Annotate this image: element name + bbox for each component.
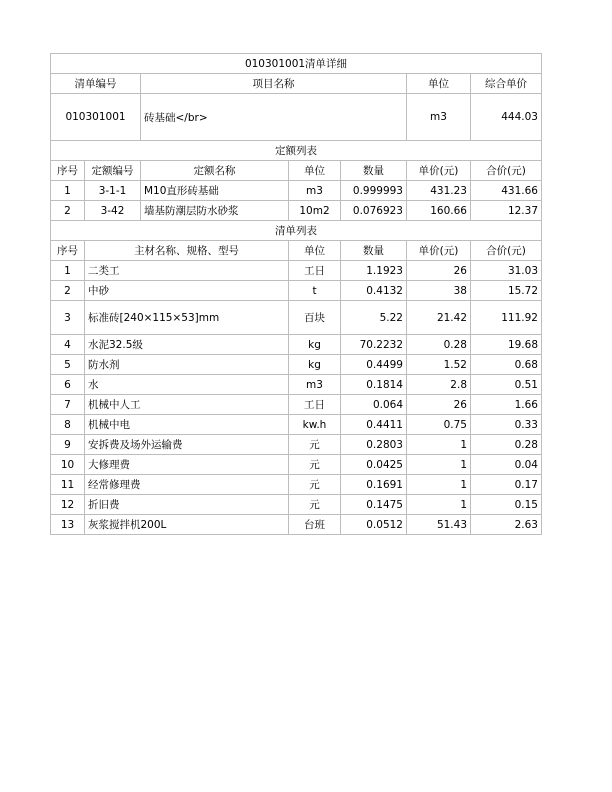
material-no: 10 (51, 455, 85, 475)
material-name: 灰浆搅拌机200L (85, 515, 289, 535)
quota-qty: 0.999993 (341, 181, 407, 201)
material-total: 0.15 (471, 495, 542, 515)
quota-price: 431.23 (407, 181, 471, 201)
material-unit: 工日 (289, 261, 341, 281)
material-total: 0.51 (471, 375, 542, 395)
material-no: 2 (51, 281, 85, 301)
material-unit: 百块 (289, 301, 341, 335)
quota-name: M10直形砖基础 (141, 181, 289, 201)
material-no: 13 (51, 515, 85, 535)
quota-header-unit: 单位 (289, 161, 341, 181)
material-qty: 0.1814 (341, 375, 407, 395)
material-name: 防水剂 (85, 355, 289, 375)
materials-row (51, 455, 542, 475)
material-qty: 0.0425 (341, 455, 407, 475)
sheet-title: 010301001清单详细 (51, 54, 542, 74)
material-total: 0.68 (471, 355, 542, 375)
materials-row (51, 375, 542, 395)
material-no: 6 (51, 375, 85, 395)
material-price: 2.8 (407, 375, 471, 395)
material-total: 2.63 (471, 515, 542, 535)
material-no: 1 (51, 261, 85, 281)
material-name: 机械中电 (85, 415, 289, 435)
quota-price: 160.66 (407, 201, 471, 221)
material-total: 0.04 (471, 455, 542, 475)
materials-section-title: 清单列表 (51, 221, 542, 241)
material-name: 机械中人工 (85, 395, 289, 415)
material-qty: 5.22 (341, 301, 407, 335)
material-qty: 0.4411 (341, 415, 407, 435)
material-qty: 0.0512 (341, 515, 407, 535)
material-unit: kw.h (289, 415, 341, 435)
materials-header-no: 序号 (51, 241, 85, 261)
materials-header-qty: 数量 (341, 241, 407, 261)
material-qty: 0.064 (341, 395, 407, 415)
bill-row (51, 94, 542, 141)
quota-no: 2 (51, 201, 85, 221)
material-total: 111.92 (471, 301, 542, 335)
material-price: 1 (407, 475, 471, 495)
quota-header-name: 定额名称 (141, 161, 289, 181)
bill-detail-table (50, 53, 542, 535)
material-price: 1 (407, 435, 471, 455)
quota-section-title: 定额列表 (51, 141, 542, 161)
quota-code: 3-42 (85, 201, 141, 221)
quota-header-no: 序号 (51, 161, 85, 181)
materials-section-row (51, 221, 542, 241)
quota-header-qty: 数量 (341, 161, 407, 181)
quota-unit: 10m2 (289, 201, 341, 221)
material-qty: 0.1691 (341, 475, 407, 495)
material-unit: t (289, 281, 341, 301)
bill-detail-sheet (50, 53, 541, 535)
materials-row (51, 515, 542, 535)
materials-row (51, 261, 542, 281)
materials-row (51, 355, 542, 375)
material-no: 12 (51, 495, 85, 515)
material-no: 3 (51, 301, 85, 335)
material-price: 1.52 (407, 355, 471, 375)
material-qty: 1.1923 (341, 261, 407, 281)
material-price: 0.75 (407, 415, 471, 435)
bill-name: 砖基础</br> (141, 94, 407, 141)
header-bill-code: 清单编号 (51, 74, 141, 94)
material-name: 二类工 (85, 261, 289, 281)
material-unit: 台班 (289, 515, 341, 535)
materials-header-row (51, 241, 542, 261)
quota-name: 墙基防潮层防水砂浆 (141, 201, 289, 221)
material-price: 51.43 (407, 515, 471, 535)
material-name: 标准砖[240×115×53]mm (85, 301, 289, 335)
material-unit: 元 (289, 495, 341, 515)
quota-header-total: 合价(元) (471, 161, 542, 181)
material-name: 经常修理费 (85, 475, 289, 495)
material-unit: 元 (289, 455, 341, 475)
material-price: 21.42 (407, 301, 471, 335)
material-name: 安拆费及场外运输费 (85, 435, 289, 455)
quota-header-code: 定额编号 (85, 161, 141, 181)
material-qty: 70.2232 (341, 335, 407, 355)
materials-row (51, 281, 542, 301)
bill-code: 010301001 (51, 94, 141, 141)
quota-qty: 0.076923 (341, 201, 407, 221)
material-name: 水泥32.5级 (85, 335, 289, 355)
materials-row (51, 301, 542, 335)
material-no: 8 (51, 415, 85, 435)
materials-row (51, 395, 542, 415)
material-unit: m3 (289, 375, 341, 395)
quota-total: 12.37 (471, 201, 542, 221)
material-name: 中砂 (85, 281, 289, 301)
bill-price: 444.03 (471, 94, 542, 141)
material-price: 1 (407, 495, 471, 515)
quota-total: 431.66 (471, 181, 542, 201)
material-total: 19.68 (471, 335, 542, 355)
materials-header-total: 合价(元) (471, 241, 542, 261)
quota-header-price: 单价(元) (407, 161, 471, 181)
materials-row (51, 335, 542, 355)
material-no: 4 (51, 335, 85, 355)
material-qty: 0.1475 (341, 495, 407, 515)
materials-row (51, 495, 542, 515)
quota-code: 3-1-1 (85, 181, 141, 201)
material-total: 0.17 (471, 475, 542, 495)
bill-header-row (51, 74, 542, 94)
quota-section-row (51, 141, 542, 161)
material-total: 0.33 (471, 415, 542, 435)
material-qty: 0.2803 (341, 435, 407, 455)
header-item-name: 项目名称 (141, 74, 407, 94)
material-total: 31.03 (471, 261, 542, 281)
header-unit: 单位 (407, 74, 471, 94)
material-total: 15.72 (471, 281, 542, 301)
quota-header-row (51, 161, 542, 181)
material-unit: 元 (289, 475, 341, 495)
material-unit: kg (289, 355, 341, 375)
material-price: 0.28 (407, 335, 471, 355)
material-no: 7 (51, 395, 85, 415)
quota-unit: m3 (289, 181, 341, 201)
quota-row (51, 201, 542, 221)
title-row (51, 54, 542, 74)
quota-no: 1 (51, 181, 85, 201)
material-no: 11 (51, 475, 85, 495)
materials-header-name: 主材名称、规格、型号 (85, 241, 289, 261)
materials-row (51, 435, 542, 455)
material-no: 9 (51, 435, 85, 455)
material-unit: kg (289, 335, 341, 355)
material-unit: 元 (289, 435, 341, 455)
material-name: 水 (85, 375, 289, 395)
materials-row (51, 475, 542, 495)
material-price: 1 (407, 455, 471, 475)
material-total: 1.66 (471, 395, 542, 415)
quota-row (51, 181, 542, 201)
material-qty: 0.4499 (341, 355, 407, 375)
material-price: 26 (407, 395, 471, 415)
material-no: 5 (51, 355, 85, 375)
material-price: 26 (407, 261, 471, 281)
material-unit: 工日 (289, 395, 341, 415)
material-total: 0.28 (471, 435, 542, 455)
bill-unit: m3 (407, 94, 471, 141)
material-name: 折旧费 (85, 495, 289, 515)
materials-header-price: 单价(元) (407, 241, 471, 261)
materials-header-unit: 单位 (289, 241, 341, 261)
material-price: 38 (407, 281, 471, 301)
header-unit-price: 综合单价 (471, 74, 542, 94)
materials-row (51, 415, 542, 435)
material-qty: 0.4132 (341, 281, 407, 301)
material-name: 大修理费 (85, 455, 289, 475)
